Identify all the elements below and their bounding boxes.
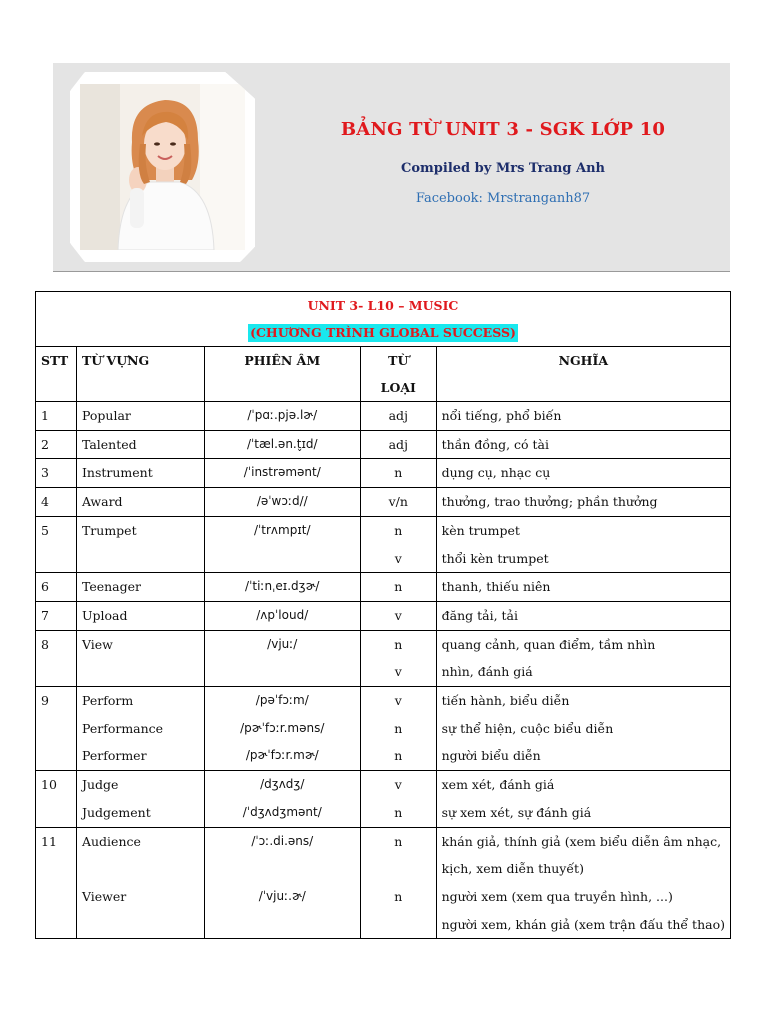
stt-value: 7 — [41, 607, 49, 623]
cell-words — [76, 430, 204, 459]
meaning-text: dụng cụ, nhạc cụ — [441, 465, 551, 481]
cell-pos — [360, 516, 436, 572]
cell-words — [76, 687, 204, 771]
cell-words — [76, 630, 204, 686]
cell-meanings — [436, 630, 730, 686]
word-text: Trumpet — [81, 522, 137, 538]
cell-ipa — [204, 488, 360, 517]
pos-text: n — [394, 465, 403, 481]
column-header-stt: STT — [36, 347, 77, 402]
pos-text: n — [394, 636, 403, 652]
cell-ipa — [204, 402, 360, 431]
ipa-text — [210, 911, 355, 939]
meaning-text: người xem (xem qua truyền hình, ...) — [441, 888, 673, 904]
cell-stt — [36, 573, 77, 602]
table-row — [36, 630, 731, 686]
cell-stt — [36, 402, 77, 431]
cell-ipa — [204, 573, 360, 602]
cell-words — [76, 516, 204, 572]
ipa-text: /ˈpɑː.pjə.lɚ/ — [247, 408, 318, 422]
table-row — [36, 488, 731, 517]
facebook-link[interactable]: Facebook: Mrstranganh87 — [415, 191, 591, 206]
word-text: Perform — [81, 693, 134, 709]
word-text: Popular — [81, 408, 131, 423]
word-text: View — [81, 636, 113, 652]
table-row — [36, 516, 731, 572]
cell-meanings — [436, 601, 730, 630]
pos-text: v — [394, 664, 402, 680]
cell-stt — [36, 771, 77, 827]
column-header-ipa: PHIÊN ÂM — [204, 347, 360, 402]
ipa-text — [210, 658, 355, 686]
pos-text: v/n — [388, 494, 408, 510]
cell-pos — [360, 573, 436, 602]
ipa-text: /ˈinstrəmənt/ — [243, 465, 321, 480]
stt-value: 9 — [41, 693, 49, 709]
meaning-text: kèn trumpet — [441, 522, 520, 538]
ipa-text: /pɚˈfɔːr.məns/ — [240, 720, 325, 735]
ipa-text: /dʒʌdʒ/ — [260, 777, 305, 792]
cell-ipa — [204, 459, 360, 488]
table-row — [36, 771, 731, 827]
meaning-text: người xem, khán giả (xem trận đấu thể thao) — [441, 916, 725, 932]
ipa-text: /pəˈfɔːm/ — [255, 693, 309, 708]
pos-text: v — [394, 550, 402, 566]
meaning-text: nhìn, đánh giá — [441, 664, 533, 680]
pos-text: n — [394, 522, 403, 538]
cell-stt — [36, 430, 77, 459]
cell-pos — [360, 488, 436, 517]
cell-pos — [360, 771, 436, 827]
word-text: Viewer — [81, 888, 127, 904]
cell-stt — [36, 827, 77, 939]
ipa-text — [210, 855, 355, 883]
cell-pos — [360, 430, 436, 459]
cell-meanings — [436, 402, 730, 431]
cell-stt — [36, 687, 77, 771]
meaning-text: khán giả, thính giả (xem biểu diễn âm nhạc, — [441, 833, 722, 849]
stt-value: 10 — [41, 777, 57, 793]
cell-meanings — [436, 573, 730, 602]
table-row — [36, 687, 731, 771]
cell-meanings — [436, 430, 730, 459]
meaning-text: thưởng, trao thưởng; phần thưởng — [441, 494, 658, 510]
pos-text: n — [394, 579, 403, 595]
author-photo — [80, 84, 245, 250]
word-text: Judgement — [81, 804, 151, 820]
page-title: BẢNG TỪ UNIT 3 - SGK LỚP 10 — [340, 119, 666, 140]
ipa-text: /vjuː/ — [267, 636, 298, 651]
word-text — [82, 855, 199, 883]
table-row — [36, 827, 731, 939]
pos-text: v — [394, 777, 402, 793]
stt-value: 4 — [41, 494, 49, 510]
cell-ipa — [204, 827, 360, 939]
cell-words — [76, 601, 204, 630]
ipa-text: /ˈvjuː.ɚ/ — [258, 888, 306, 903]
table-row — [36, 430, 731, 459]
ipa-text: /ˈɔː.di.əns/ — [251, 833, 314, 848]
column-header-pos-line1: TỪ — [388, 353, 409, 368]
pos-text: v — [394, 607, 402, 623]
pos-text: n — [394, 888, 403, 904]
table-row — [36, 402, 731, 431]
meaning-text: đăng tải, tải — [441, 607, 518, 623]
cell-pos — [360, 630, 436, 686]
table-row — [36, 459, 731, 488]
cell-ipa — [204, 601, 360, 630]
meaning-text: thanh, thiếu niên — [441, 579, 551, 595]
program-label: (CHƯƠNG TRÌNH GLOBAL SUCCESS) — [250, 325, 516, 340]
cell-ipa — [204, 687, 360, 771]
word-text: Judge — [81, 777, 119, 793]
column-header-pos-line2: LOẠI — [380, 380, 416, 395]
pos-text: n — [394, 804, 403, 820]
stt-value: 1 — [41, 408, 49, 423]
ipa-text — [210, 545, 355, 573]
unit-title: UNIT 3- L10 – MUSIC — [307, 298, 459, 313]
ipa-text: /ʌpˈloud/ — [256, 607, 309, 622]
cell-meanings — [436, 459, 730, 488]
ipa-text: /ˈtrʌmpɪt/ — [253, 522, 311, 537]
cell-words — [76, 402, 204, 431]
stt-value: 3 — [41, 465, 49, 481]
cell-words — [76, 488, 204, 517]
pos-text — [366, 855, 431, 883]
meaning-text: kịch, xem diễn thuyết) — [441, 861, 584, 877]
photo-frame — [70, 72, 255, 262]
cell-words — [76, 459, 204, 488]
pos-text: n — [394, 748, 403, 764]
word-text: Audience — [81, 833, 141, 849]
meaning-text: thổi kèn trumpet — [441, 550, 549, 566]
meaning-text: xem xét, đánh giá — [441, 777, 555, 793]
header-banner — [53, 63, 730, 272]
meaning-text: sự thể hiện, cuộc biểu diễn — [441, 720, 614, 736]
meaning-text: nổi tiếng, phổ biến — [441, 408, 562, 423]
ipa-text: /ˈdʒʌdʒmənt/ — [242, 804, 322, 819]
cell-meanings — [436, 687, 730, 771]
table-header-row — [36, 347, 731, 402]
ipa-text: /əˈwɔːd// — [256, 494, 308, 509]
stt-value: 2 — [41, 436, 49, 452]
pos-text — [366, 911, 431, 939]
cell-pos — [360, 601, 436, 630]
word-text: Instrument — [81, 465, 153, 481]
word-text: Teenager — [81, 579, 142, 595]
cell-ipa — [204, 630, 360, 686]
word-text: Upload — [81, 607, 128, 623]
woman-portrait-illustration — [80, 84, 245, 250]
word-text: Talented — [81, 436, 137, 452]
cell-ipa — [204, 771, 360, 827]
cell-words — [76, 771, 204, 827]
cell-pos — [360, 402, 436, 431]
cell-words — [76, 573, 204, 602]
stt-value: 5 — [41, 522, 49, 538]
pos-text: n — [394, 720, 403, 736]
cell-meanings — [436, 516, 730, 572]
cell-words — [76, 827, 204, 939]
column-header-pos — [360, 347, 436, 402]
column-header-meaning: NGHĨA — [436, 347, 730, 402]
meaning-text: quang cảnh, quan điểm, tầm nhìn — [441, 636, 656, 652]
cell-meanings — [436, 488, 730, 517]
stt-value: 8 — [41, 636, 49, 652]
stt-value: 6 — [41, 579, 49, 595]
ipa-text: /pɚˈfɔːr.mɚ/ — [245, 748, 319, 763]
cell-meanings — [436, 771, 730, 827]
cell-pos — [360, 827, 436, 939]
word-text: Performance — [81, 720, 164, 736]
table-body — [36, 402, 731, 939]
stt-value: 11 — [41, 833, 57, 849]
meaning-text: người biểu diễn — [441, 748, 541, 764]
meaning-text: tiến hành, biểu diễn — [441, 693, 570, 709]
cell-stt — [36, 516, 77, 572]
cell-pos — [360, 459, 436, 488]
word-text: Performer — [81, 748, 147, 764]
word-text — [82, 658, 199, 686]
cell-ipa — [204, 516, 360, 572]
word-text: Award — [81, 494, 123, 510]
pos-text: adj — [388, 436, 408, 452]
table-title-cell — [36, 292, 731, 347]
ipa-text: /ˈtiːnˌeɪ.dʒɚ/ — [245, 579, 320, 594]
cell-pos — [360, 687, 436, 771]
table-row — [36, 573, 731, 602]
meaning-text: thần đồng, có tài — [441, 436, 550, 452]
cell-stt — [36, 459, 77, 488]
cell-ipa — [204, 430, 360, 459]
meaning-text: sự xem xét, sự đánh giá — [441, 804, 592, 820]
pos-text: v — [394, 693, 402, 709]
cell-stt — [36, 601, 77, 630]
table-title-row — [36, 292, 731, 347]
column-header-word: TỪ VỰNG — [76, 347, 204, 402]
word-text — [82, 545, 199, 573]
table-row — [36, 601, 731, 630]
cell-meanings — [436, 827, 730, 939]
cell-stt — [36, 630, 77, 686]
word-text — [82, 911, 199, 939]
compiled-by: Compiled by Mrs Trang Anh — [401, 161, 605, 176]
cell-stt — [36, 488, 77, 517]
vocabulary-table — [35, 291, 731, 939]
pos-text: adj — [388, 408, 408, 423]
ipa-text: /ˈtæl.ən.t̬ɪd/ — [246, 436, 318, 451]
pos-text: n — [394, 833, 403, 849]
